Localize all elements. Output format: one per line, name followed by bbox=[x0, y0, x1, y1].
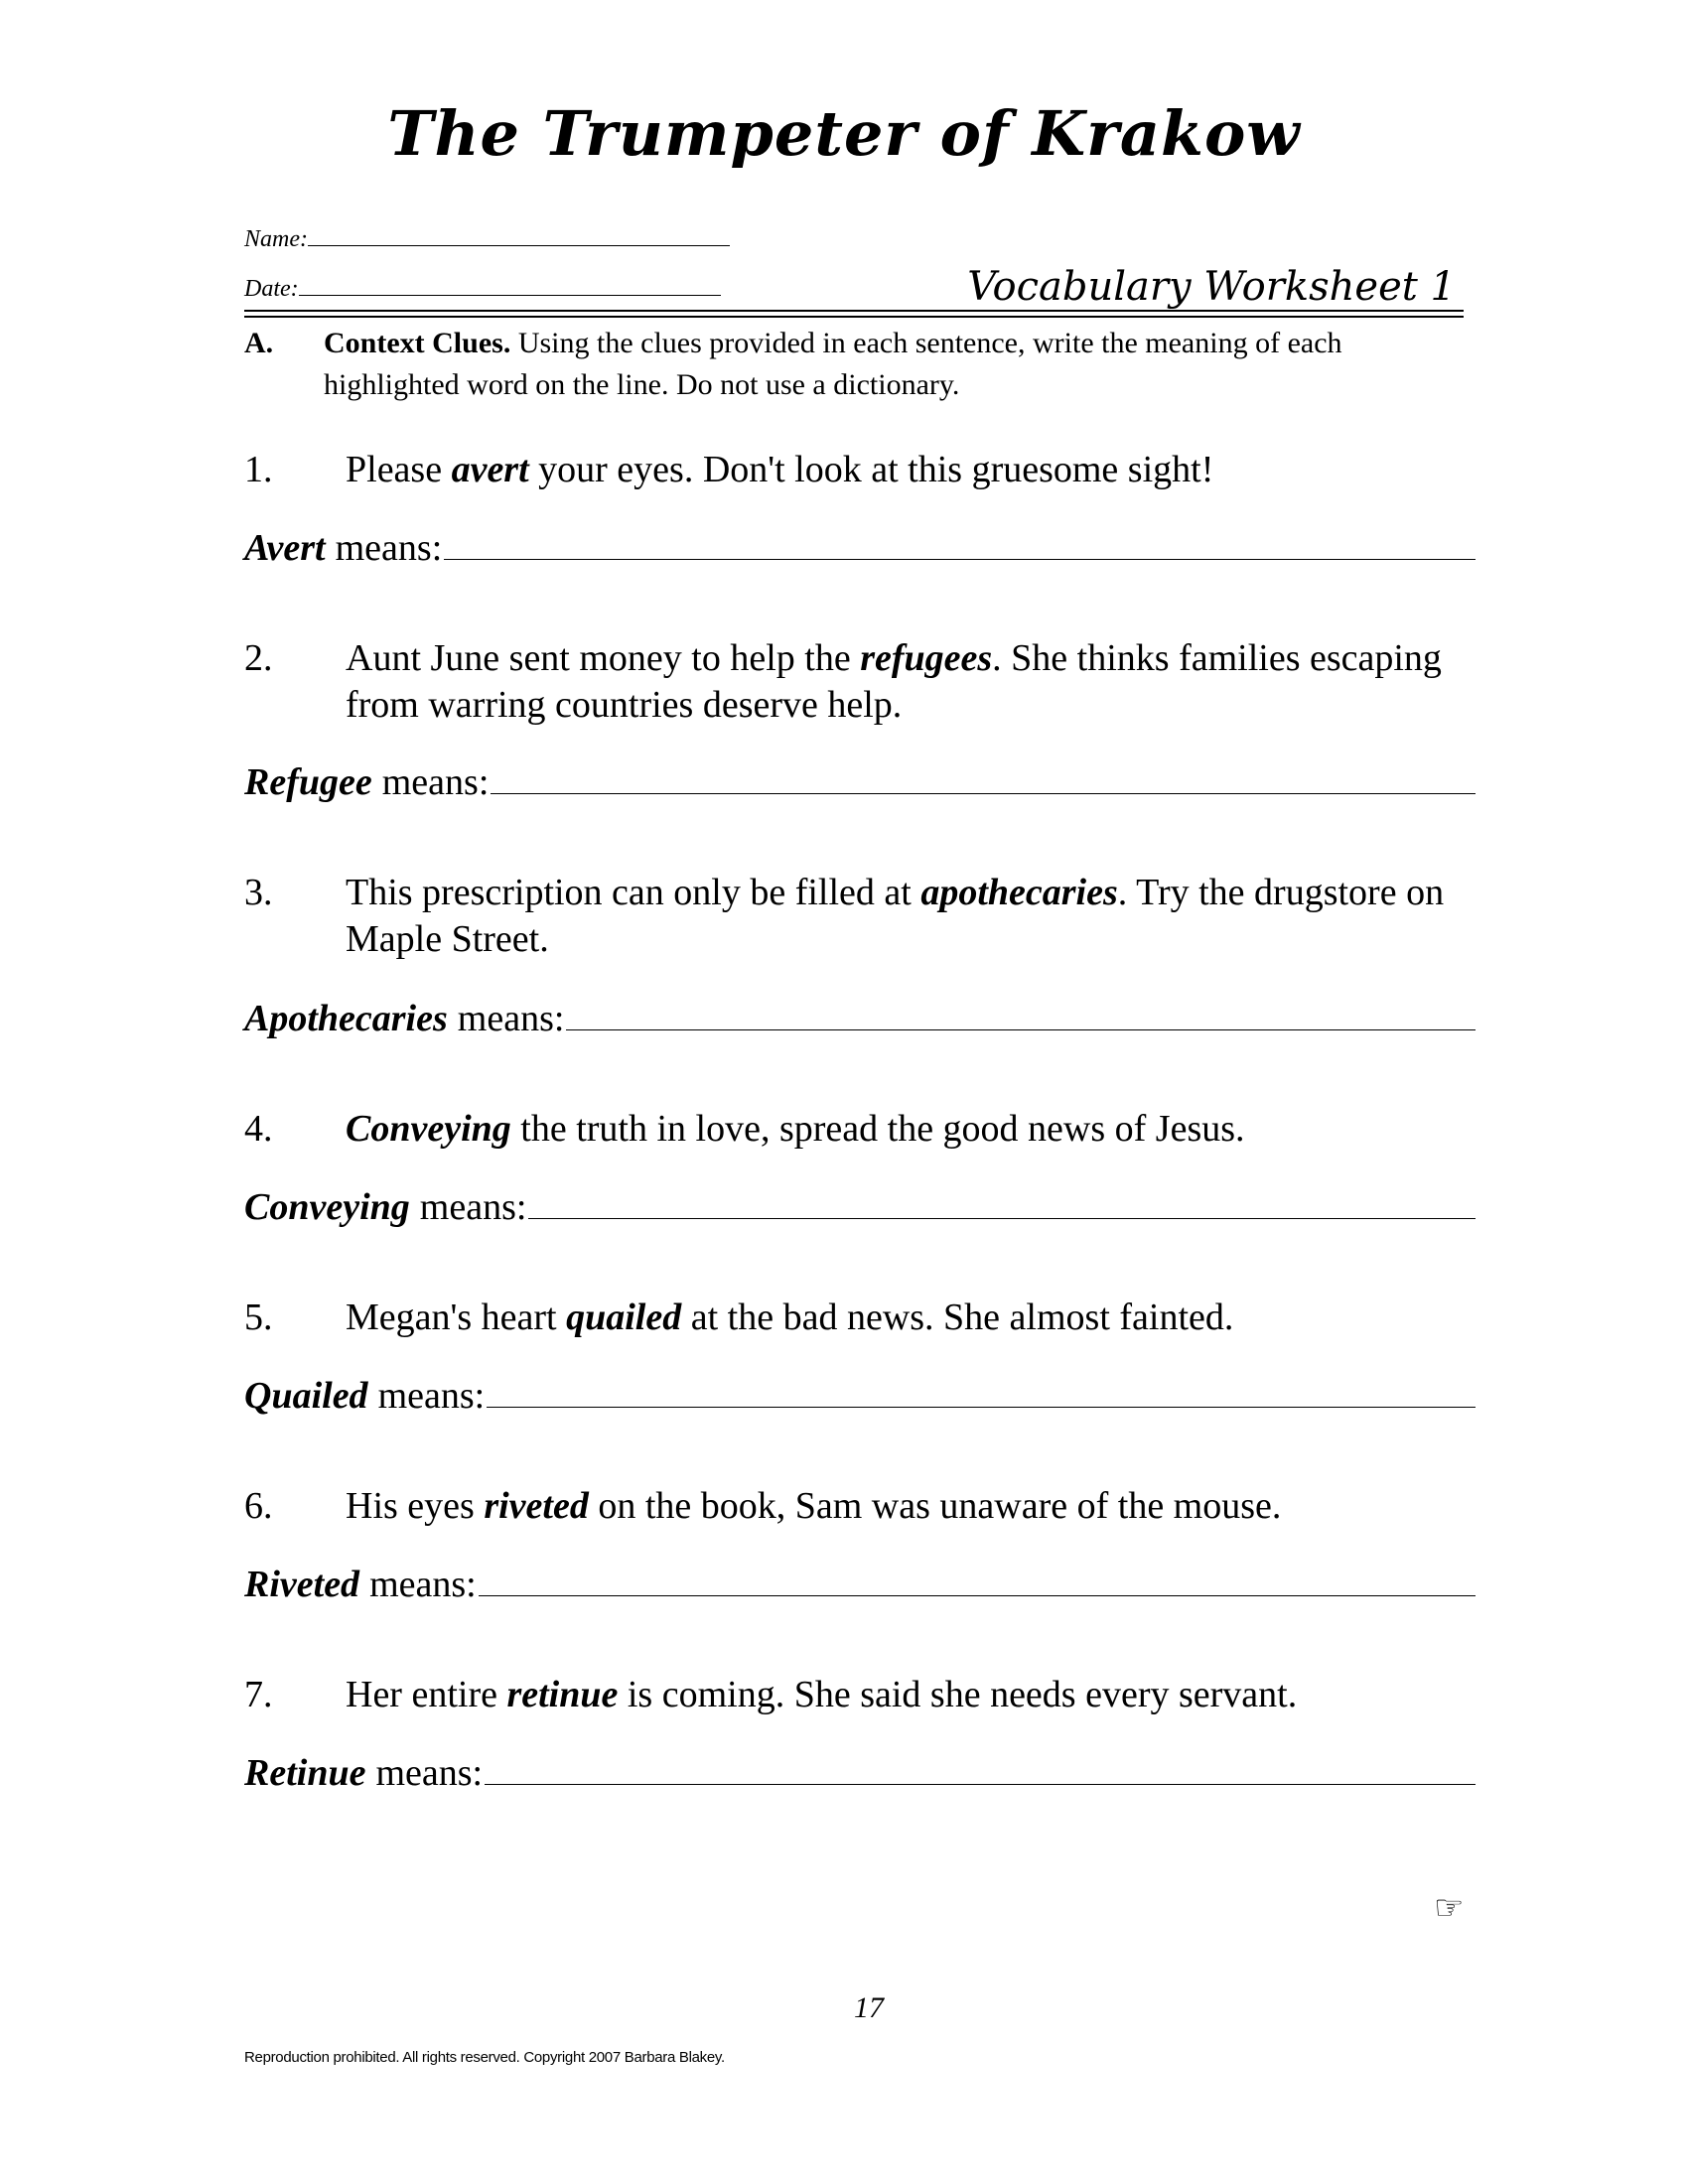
question-text-before: Megan's heart bbox=[346, 1297, 567, 1338]
question-1 bbox=[244, 447, 1495, 493]
section-letter: A. bbox=[244, 327, 274, 359]
question-text-before: Aunt June sent money to help the bbox=[346, 637, 861, 679]
means-label: means: bbox=[377, 1375, 486, 1417]
question-7 bbox=[244, 1672, 1495, 1718]
question-number: 5. bbox=[244, 1297, 273, 1338]
question-text bbox=[346, 1483, 1495, 1530]
means-label: means: bbox=[375, 1752, 484, 1794]
copyright-footer: Reproduction prohibited. All rights reserved. Copyright 2007 Barbara Blakey. bbox=[244, 2049, 725, 2066]
question-2 bbox=[244, 635, 1495, 729]
question-text bbox=[346, 447, 1495, 493]
page-number: 17 bbox=[854, 1991, 884, 2024]
question-text-after: the truth in love, spread the good news of Jesus. bbox=[510, 1108, 1245, 1150]
question-text bbox=[346, 1672, 1495, 1718]
question-text-after: . She thinks families escaping from warring countries deserve help. bbox=[346, 637, 1442, 726]
question-text-before: Please bbox=[346, 449, 452, 490]
question-number: 3. bbox=[244, 872, 273, 913]
answer-row-5 bbox=[244, 1374, 1476, 1418]
vocab-word: apothecaries bbox=[920, 872, 1118, 913]
answer-word: Quailed bbox=[244, 1375, 368, 1417]
means-label: means: bbox=[457, 998, 565, 1039]
header-rule-top bbox=[244, 310, 1464, 312]
answer-row-2 bbox=[244, 760, 1476, 804]
question-number: 1. bbox=[244, 449, 273, 490]
vocab-word: retinue bbox=[506, 1674, 619, 1715]
worksheet-label: Vocabulary Worksheet 1 bbox=[967, 264, 1456, 310]
answer-line[interactable] bbox=[491, 792, 1476, 794]
question-4 bbox=[244, 1106, 1495, 1153]
section-heading: Context Clues. bbox=[324, 327, 511, 359]
worksheet-title: The Trumpeter of Krakow bbox=[387, 97, 1301, 170]
question-text-after: at the bad news. She almost fainted. bbox=[681, 1297, 1234, 1338]
question-text-after: is coming. She said she needs every servant. bbox=[618, 1674, 1298, 1715]
question-5 bbox=[244, 1295, 1495, 1341]
vocab-word: quailed bbox=[566, 1297, 682, 1338]
means-label: means: bbox=[419, 1186, 527, 1228]
question-text-before: This prescription can only be filled at bbox=[346, 872, 921, 913]
answer-row-6 bbox=[244, 1563, 1476, 1606]
answer-row-4 bbox=[244, 1185, 1476, 1229]
question-number: 2. bbox=[244, 637, 273, 679]
answer-line[interactable] bbox=[566, 1028, 1476, 1030]
answer-row-1 bbox=[244, 526, 1476, 570]
date-line[interactable] bbox=[299, 294, 721, 296]
question-text-after: your eyes. Don't look at this gruesome sight! bbox=[528, 449, 1214, 490]
question-3 bbox=[244, 870, 1495, 963]
vocab-word: avert bbox=[451, 449, 529, 490]
header-rule-bottom bbox=[244, 316, 1464, 318]
question-number: 4. bbox=[244, 1108, 273, 1150]
answer-line[interactable] bbox=[485, 1783, 1476, 1785]
question-text bbox=[346, 635, 1495, 729]
question-text-after: . Try the drugstore on Maple Street. bbox=[346, 872, 1445, 960]
vocab-word: Conveying bbox=[346, 1108, 511, 1150]
section-instructions: Using the clues provided in each sentence, write the meaning of each highlighted word on the line. Do not use a dictionary. bbox=[324, 327, 1342, 401]
means-label: means: bbox=[381, 761, 490, 803]
question-text-before: Her entire bbox=[346, 1674, 507, 1715]
date-field[interactable] bbox=[244, 276, 721, 303]
answer-word: Avert bbox=[244, 527, 326, 569]
answer-line[interactable] bbox=[528, 1217, 1476, 1219]
means-label: means: bbox=[335, 527, 443, 569]
question-text-before: His eyes bbox=[346, 1485, 485, 1527]
answer-row-7 bbox=[244, 1751, 1476, 1795]
question-text bbox=[346, 870, 1495, 963]
question-text bbox=[346, 1106, 1495, 1153]
means-label: means: bbox=[369, 1564, 477, 1605]
date-label: Date: bbox=[244, 276, 299, 302]
answer-line[interactable] bbox=[479, 1594, 1476, 1596]
answer-line[interactable] bbox=[444, 558, 1476, 560]
answer-row-3 bbox=[244, 997, 1476, 1040]
question-number: 6. bbox=[244, 1485, 273, 1527]
name-field[interactable] bbox=[244, 226, 730, 253]
answer-word: Retinue bbox=[244, 1752, 366, 1794]
name-label: Name: bbox=[244, 226, 308, 252]
vocab-word: riveted bbox=[484, 1485, 589, 1527]
answer-word: Apothecaries bbox=[244, 998, 448, 1039]
vocab-word: refugees bbox=[860, 637, 993, 679]
answer-line[interactable] bbox=[487, 1406, 1476, 1408]
question-6 bbox=[244, 1483, 1495, 1530]
question-text bbox=[346, 1295, 1495, 1341]
answer-word: Refugee bbox=[244, 761, 372, 803]
question-number: 7. bbox=[244, 1674, 273, 1715]
answer-word: Riveted bbox=[244, 1564, 360, 1605]
section-a bbox=[244, 323, 1466, 406]
pointing-hand-icon: ☞ bbox=[1434, 1890, 1465, 1927]
question-text-after: on the book, Sam was unaware of the mouse. bbox=[588, 1485, 1282, 1527]
answer-word: Conveying bbox=[244, 1186, 410, 1228]
name-line[interactable] bbox=[308, 244, 730, 246]
